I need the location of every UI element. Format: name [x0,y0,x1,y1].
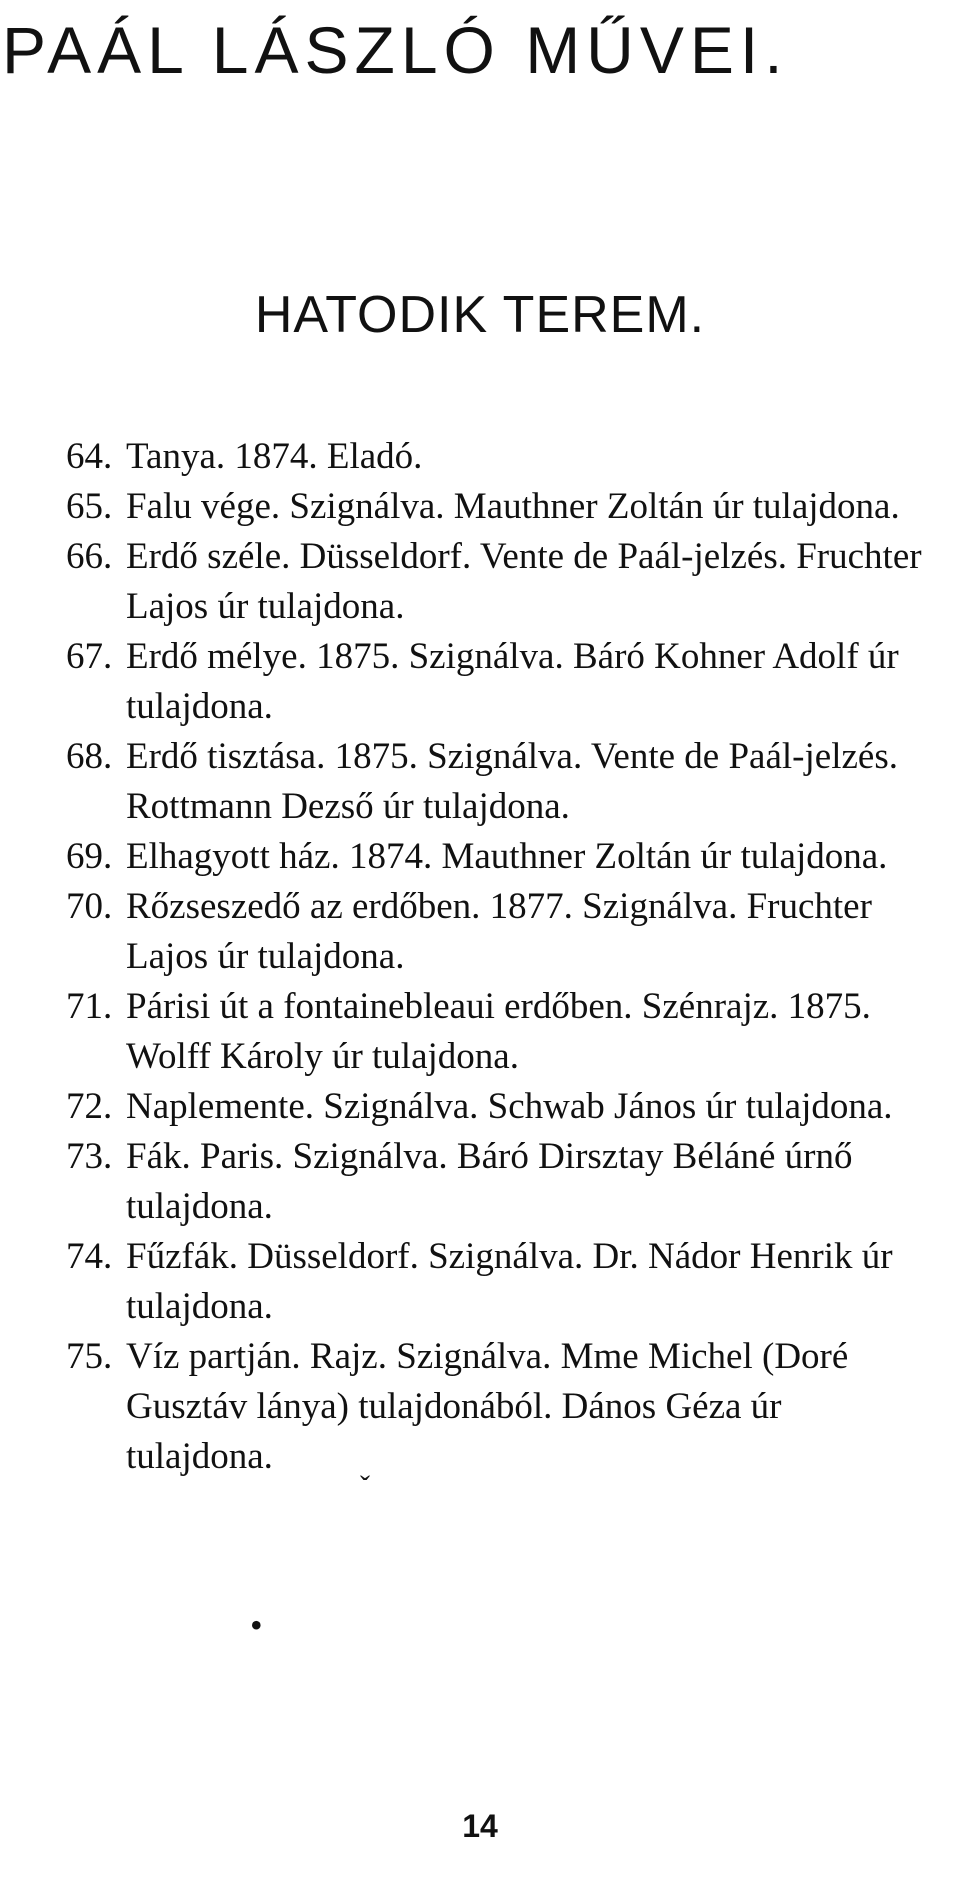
entry-number: 73. [66,1136,113,1177]
entry-text: Erdő tisztása. 1875. Szignálva. Vente de Paál-jelzés. Rottmann Dezső úr tulajdona. [126,736,898,827]
catalog-entry-71 [66,982,926,1082]
entry-text: Víz partján. Rajz. Szignálva. Mme Michel (Doré Gusztáv lánya) tulajdonából. Dános Géza úr tulajdona. [126,1336,849,1477]
entry-text: Naplemente. Szignálva. Schwab János úr tulajdona. [126,1086,893,1127]
entry-number: 64. [66,436,113,477]
catalog-entry-74 [66,1232,926,1332]
running-head: PAÁL LÁSZLÓ MŰVEI. [2,13,789,87]
entry-number: 75. [66,1336,113,1377]
entry-text: Erdő mélye. 1875. Szignálva. Báró Kohner Adolf úr tulajdona. [126,636,899,727]
catalog-entry-75 [66,1332,926,1482]
entry-text: Fák. Paris. Szignálva. Báró Dirsztay Béláné úrnő tulajdona. [126,1136,853,1227]
page-number: 14 [462,1808,498,1844]
entry-text: Elhagyott ház. 1874. Mauthner Zoltán úr tulajdona. [126,836,888,877]
entry-text: Tanya. 1874. Eladó. [126,436,423,477]
entry-number: 66. [66,536,113,577]
entry-number: 70. [66,886,113,927]
catalog-entry-70 [66,882,926,982]
entry-text: Párisi út a fontainebleaui erdőben. Szénrajz. 1875. Wolff Károly úr tulajdona. [126,986,871,1077]
section-title: HATODIK TEREM. [254,286,706,344]
entry-number: 71. [66,986,113,1027]
entry-number: 67. [66,636,113,677]
entry-number: 72. [66,1086,113,1127]
entry-number: 69. [66,836,113,877]
print-mark: ˇ [360,1470,370,1503]
catalog-entry-65 [66,482,926,532]
entry-number: 68. [66,736,113,777]
catalog-entry-69 [66,832,926,882]
catalog-entry-67 [66,632,926,732]
entry-text: Erdő széle. Düsseldorf. Vente de Paál-jelzés. Fruchter Lajos úr tulajdona. [126,536,922,627]
entry-number: 65. [66,486,113,527]
catalog-entry-64 [66,432,926,482]
catalog-entry-66 [66,532,926,632]
catalog-entry-68 [66,732,926,832]
entry-text: Rőzseszedő az erdőben. 1877. Szignálva. Fruchter Lajos úr tulajdona. [126,886,872,977]
catalog-entry-73 [66,1132,926,1232]
entry-text: Fűzfák. Düsseldorf. Szignálva. Dr. Nádor Henrik úr tulajdona. [126,1236,893,1327]
entry-number: 74. [66,1236,113,1277]
catalog-list [66,432,926,1482]
catalog-entry-72 [66,1082,926,1132]
entry-text: Falu vége. Szignálva. Mauthner Zoltán úr tulajdona. [126,486,900,527]
print-dot: • [250,1605,263,1645]
